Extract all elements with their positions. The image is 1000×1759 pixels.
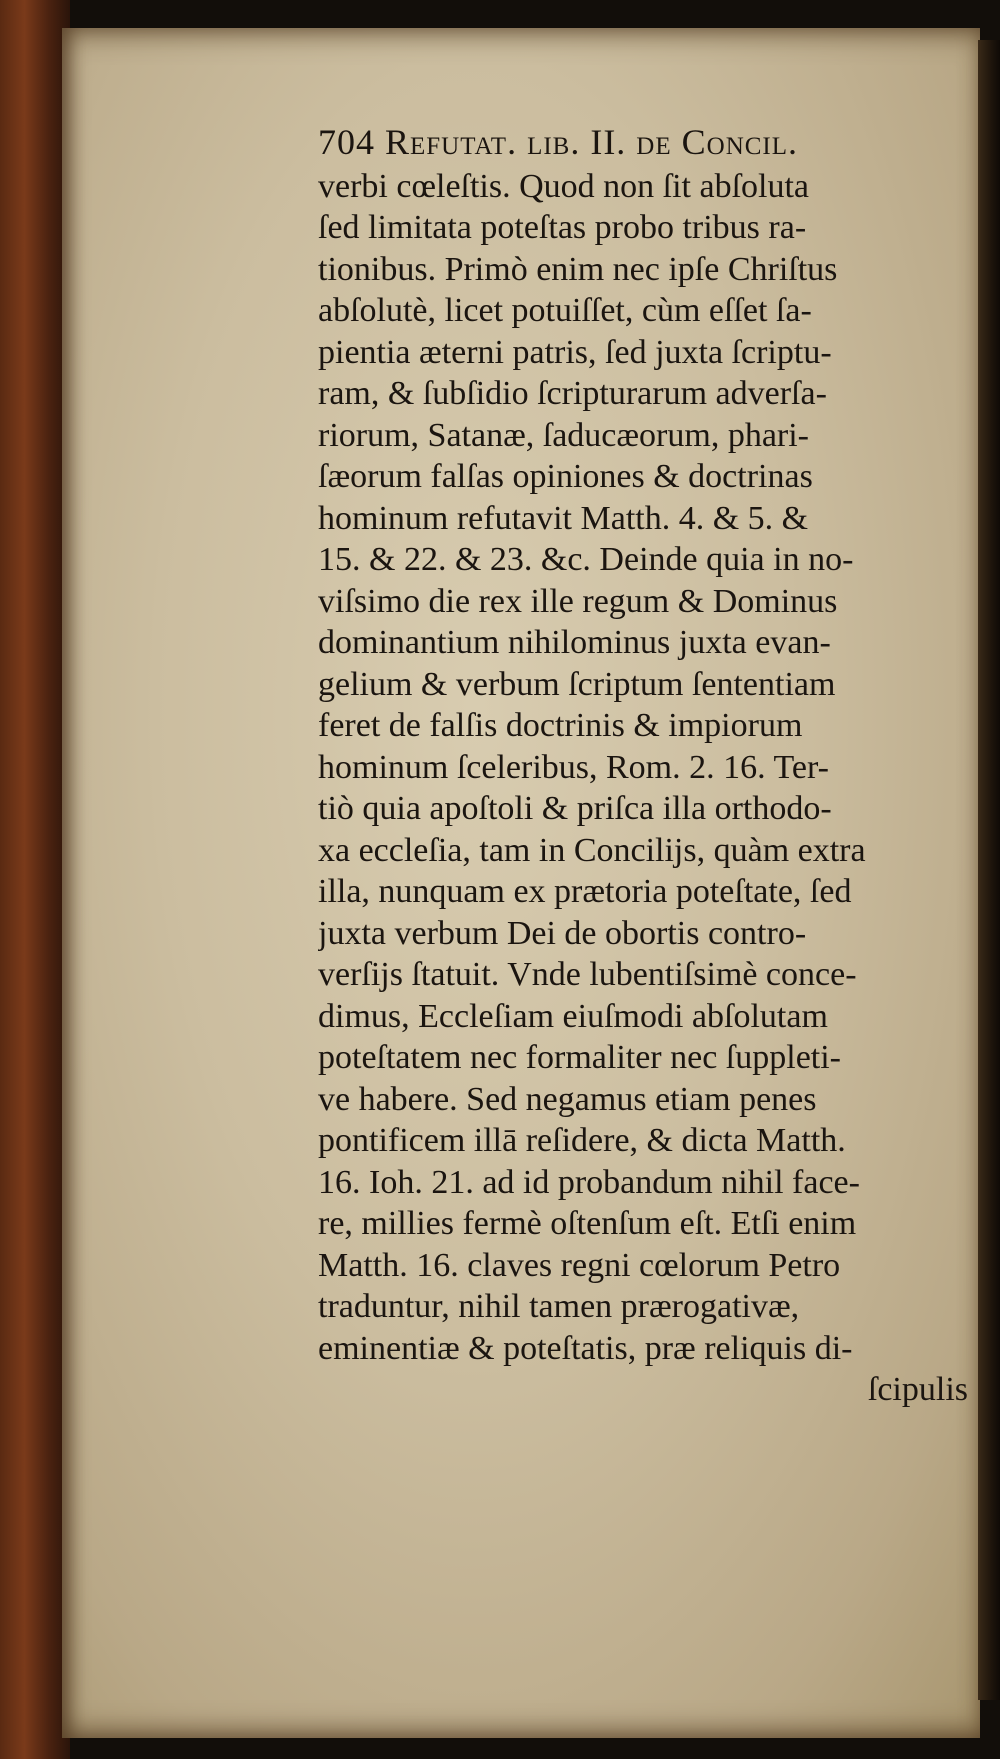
text-line: tiò quia apoſtoli & priſca illa orthodo-: [318, 790, 832, 827]
text-line: juxta verbum Dei de obortis contro-: [318, 914, 807, 952]
text-line: viſsimo die rex ille regum & Dominus: [318, 582, 838, 620]
text-line: eminentiæ & poteſtatis, præ reliquis di-: [318, 1329, 853, 1367]
text-line: hominum ſceleribus, Rom. 2. 16. Ter-: [318, 748, 829, 786]
text-line: verſijs ſtatuit. Vnde lubentiſsimè conce-: [318, 956, 857, 993]
text-line: ram, & ſubſidio ſcripturarum adverſa-: [318, 375, 827, 412]
text-line: Matth. 16. claves regni cœlorum Petro: [318, 1246, 841, 1284]
text-line: ſæorum falſas opiniones & doctrinas: [318, 458, 813, 495]
text-line: dimus, Eccleſiam eiuſmodi abſolutam: [318, 997, 828, 1035]
text-line: ve habere. Sed negamus etiam penes: [318, 1080, 817, 1118]
text-line: xa eccleſia, tam in Concilijs, quàm extra: [318, 831, 866, 869]
text-line: hominum refutavit Matth. 4. & 5. &: [318, 499, 809, 537]
book-spine: [0, 0, 70, 1759]
catchword: ſcipulis: [867, 1371, 968, 1408]
text-line: traduntur, nihil tamen prærogativæ,: [318, 1288, 800, 1325]
text-line: pientia æterni patris, ſed juxta ſcriptu-: [318, 333, 832, 371]
body-text: [318, 166, 978, 1411]
text-line: verbi cœleſtis. Quod non ſit abſoluta: [318, 167, 810, 205]
text-line: ſed limitata poteſtas probo tribus ra-: [318, 209, 807, 246]
text-line: illa, nunquam ex prætoria poteſtate, ſed: [318, 873, 852, 910]
page-text: [318, 122, 978, 1411]
text-line: dominantium nihilominus juxta evan-: [318, 624, 831, 661]
text-line: re, millies fermè oſtenſum eſt. Etſi enim: [318, 1205, 857, 1242]
text-line: gelium & verbum ſcriptum ſententiam: [318, 665, 836, 703]
text-line: abſolutè, licet potuiſſet, cùm eſſet ſa-: [318, 292, 812, 329]
text-line: 16. Ioh. 21. ad id probandum nihil face-: [318, 1163, 860, 1201]
adjacent-page-edge: [978, 40, 1000, 1700]
text-line: poteſtatem nec formaliter nec ſuppleti-: [318, 1039, 841, 1076]
text-line: pontificem illā reſidere, & dicta Matth.: [318, 1122, 846, 1159]
text-line: 15. & 22. & 23. &c. Deinde quia in no-: [318, 541, 854, 578]
text-line: feret de falſis doctrinis & impiorum: [318, 707, 803, 744]
text-line: tionibus. Primò enim nec ipſe Chriſtus: [318, 250, 838, 288]
running-header: 704 Refutat. lib. II. de Concil.: [318, 122, 799, 162]
text-line: riorum, Satanæ, ſaducæorum, phari-: [318, 416, 810, 454]
